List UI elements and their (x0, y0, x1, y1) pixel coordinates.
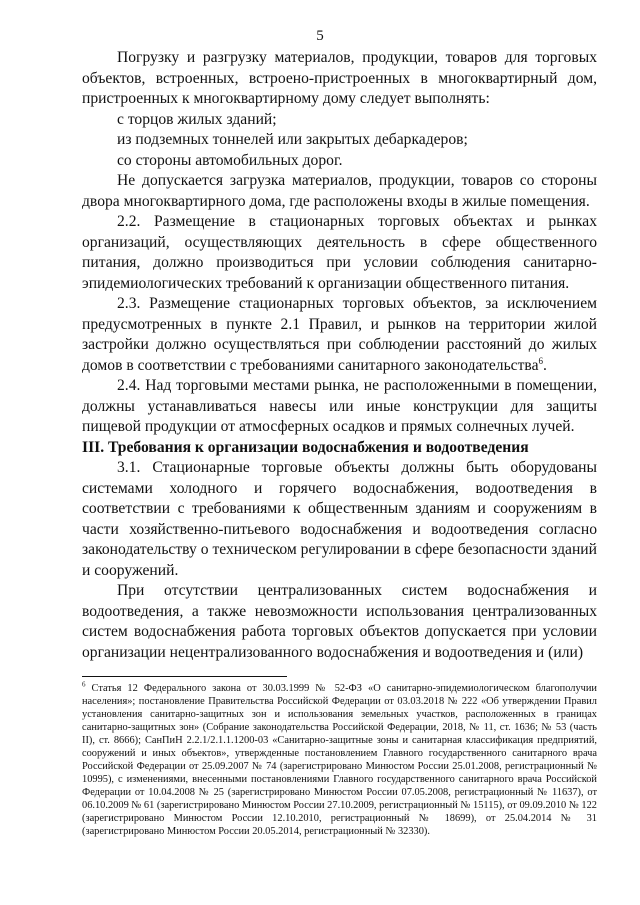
footnote (82, 682, 597, 838)
paragraph-2-4: 2.4. Над торговыми местами рынка, не расположенными в помещении, должны устанавливаться навесы или иные конструкции для защиты пищевой продукции от атмосферных осадков и прямых солнечных лучей. (82, 377, 597, 435)
document-body (82, 48, 597, 663)
list-item: из подземных тоннелей или закрытых дебаркадеров; (117, 131, 468, 148)
list-item: со стороны автомобильных дорог. (117, 151, 343, 169)
section-heading: III. Требования к организации водоснабжения и водоотведения (82, 438, 529, 456)
list-item: с торцов жилых зданий; (117, 110, 277, 128)
paragraph-2-2: 2.2. Размещение в стационарных торговых объектах и рынках организаций, осуществляющих деятельность в сфере общественного питания, должно производиться при условии соблюдения санитарно-эпидемиологических требований к организации общественного питания. (82, 213, 597, 292)
paragraph-loading-prohibition: Не допускается загрузка материалов, продукции, товаров со стороны двора многоквартирного дома, где расположены входы в жилые помещения. (82, 172, 597, 210)
footnote-marker: 6 (82, 680, 86, 689)
footnote-divider (82, 676, 287, 677)
footnote-ref: 6 (538, 355, 543, 366)
paragraph-decentralized: При отсутствии централизованных систем водоснабжения и водоотведения, а также невозможности использования централизованных систем водоснабжения работа торговых объектов допускается при условии организации нецентрализованного водоснабжения и водоотведения и (или) (82, 582, 597, 661)
paragraph-2-3 (82, 294, 597, 376)
paragraph-2-3-end: . (543, 356, 547, 374)
paragraph-2-3-text: 2.3. Размещение стационарных торговых объектов, за исключением предусмотренных в пункте 2.1 Правил, и рынков на территории жилой застройки должно осуществляться при соблюдении расстояний до жилых домов в соответствии с требованиями санитарного законодательства (82, 295, 597, 374)
footnote-text: Статья 12 Федерального закона от 30.03.1999 № 52-ФЗ «О санитарно-эпидемиологическом благополучии населения»; постановление Правительства Российской Федерации от 03.03.2018 № 222 «Об утверждении Правил установления санитарно-защитных зон и использования земельных участков, расположенных в границах санитарно-защитных зон» (Собрание законодательства Российской Федерации, 2018, № 11, ст. 1636; № 53 (часть II), ст. 8666); СанПиН 2.2.1/2.1.1.1200-03 «Санитарно-защитные зоны и санитарная классификация предприятий, сооружений и иных объектов», утвержденные постановлением Главного государственного санитарного врача Российской Федерации от 25.09.2007 № 74 (зарегистрировано Минюстом России 25.01.2008, регистрационный № 10995), с изменениями, внесенными постановлениями Главного государственного санитарного врача Российской Федерации от 10.04.2008 № 25 (зарегистрировано Минюстом России 07.05.2008, регистрационный № 11637), от 06.10.2009 № 61 (зарегистрировано Минюстом России 27.10.2009, регистрационный № 15115), от 09.09.2010 № 122 (зарегистрировано Минюстом России 12.10.2010, регистрационный № 18699), от 25.04.2014 № 31 (зарегистрировано Минюстом России 20.05.2014, регистрационный № 32330). (82, 683, 597, 837)
page-number: 5 (316, 28, 324, 44)
paragraph-3-1: 3.1. Стационарные торговые объекты должны быть оборудованы системами холодного и горячего водоснабжения, водоотведения в соответствии с требованиями к общественным зданиям и сооружениям в части хозяйственно-питьевого водоснабжения и водоотведения согласно законодательству о техническом регулировании в сфере безопасности зданий и сооружений. (82, 459, 597, 579)
paragraph-loading-rules: Погрузку и разгрузку материалов, продукции, товаров для торговых объектов, встроенных, встроено-пристроенных в многоквартирный дом, пристроенных к многоквартирному дому следует выполнять: (82, 49, 597, 107)
